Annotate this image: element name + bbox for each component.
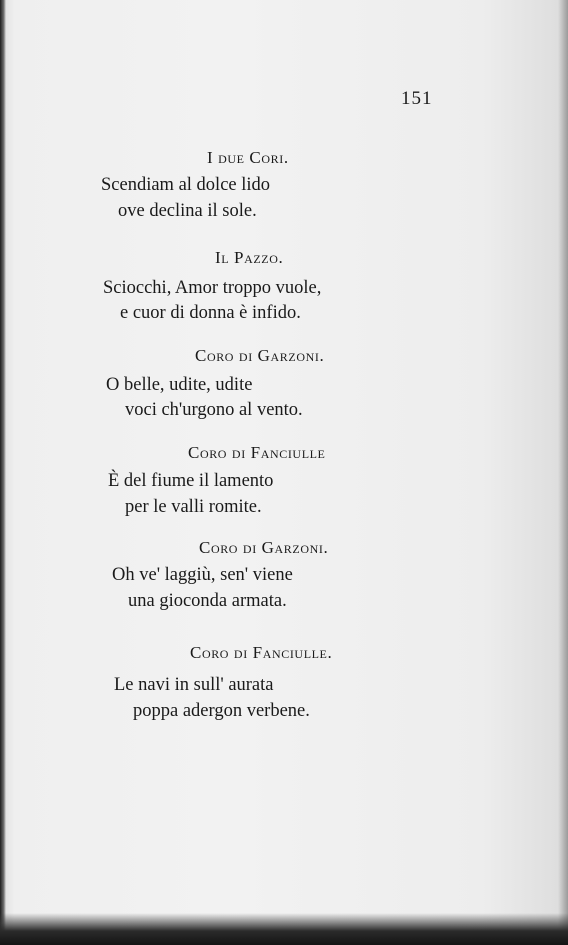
verse-line: voci ch'urgono al vento. (125, 400, 303, 420)
speaker-label: I due Cori. (207, 148, 289, 167)
verse-line: per le valli romite. (125, 497, 262, 517)
speaker-label: Coro di Garzoni. (199, 538, 329, 557)
speaker-label: Coro di Fanciulle (188, 443, 326, 462)
verse-line: Scendiam al dolce lido (101, 175, 271, 195)
verse-line: una gioconda armata. (128, 591, 287, 611)
speaker-label: Il Pazzo. (215, 248, 284, 267)
verse-line: O belle, udite, udite (106, 375, 253, 395)
verse-line: Sciocchi, Amor troppo vuole, (103, 278, 322, 298)
verse-line: ove declina il sole. (118, 201, 257, 221)
page-edge-shadow (558, 0, 568, 945)
page-number: 151 (401, 88, 433, 109)
page-gutter-shadow (0, 0, 6, 945)
speaker-label: Coro di Fanciulle. (190, 643, 333, 662)
speaker-label: Coro di Garzoni. (195, 346, 325, 365)
verse-line: Oh ve' laggiù, sen' viene (112, 565, 293, 585)
verse-line: poppa adergon verbene. (133, 701, 310, 721)
verse-line: È del fiume il lamento (108, 471, 274, 491)
verse-line: e cuor di donna è infido. (120, 303, 301, 323)
verse-line: Le navi in sull' aurata (114, 675, 274, 695)
page-bottom-shadow (0, 913, 568, 945)
